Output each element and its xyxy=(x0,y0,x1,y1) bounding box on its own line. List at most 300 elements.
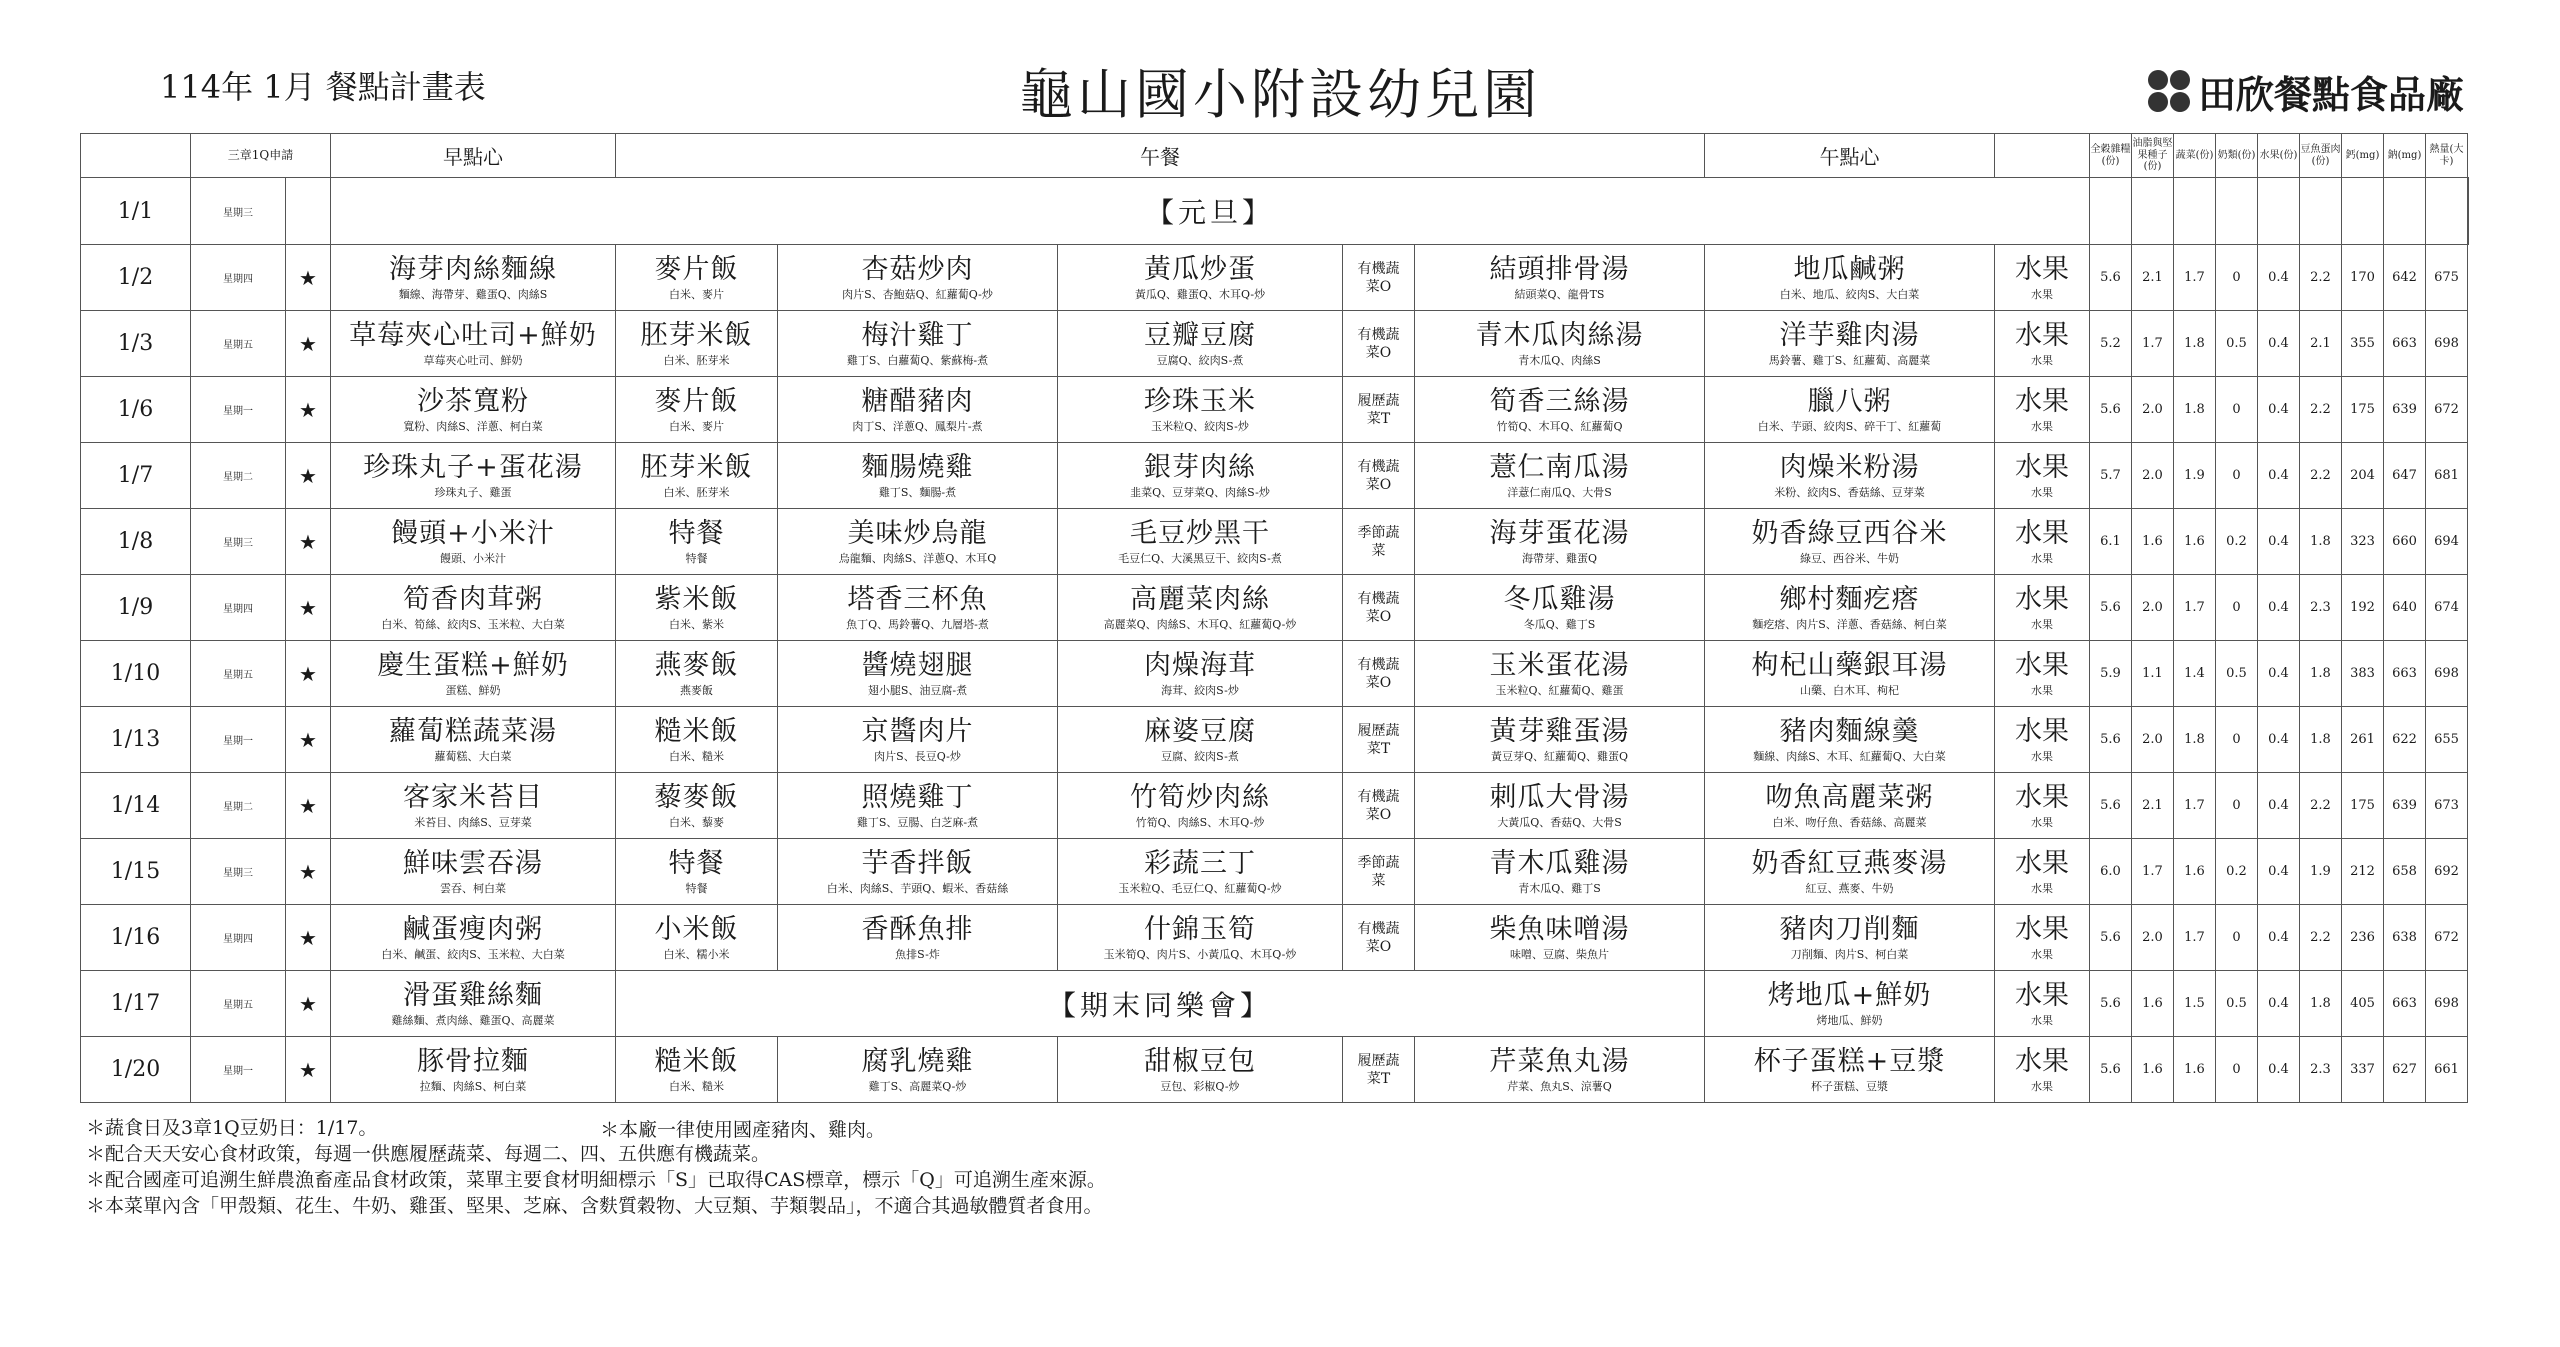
snack-cell xyxy=(1705,377,1995,443)
nutrition-cell: 681 xyxy=(2426,443,2468,509)
date-cell: 1/14 xyxy=(81,773,191,839)
dish-name: 鹹蛋瘦肉粥 xyxy=(403,913,543,945)
nutrition-cell xyxy=(2384,178,2426,245)
dish-name: 特餐 xyxy=(668,517,725,549)
nutrition-cell: 1.6 xyxy=(2132,971,2174,1037)
dish-name: 筍香三絲湯 xyxy=(1489,385,1630,417)
nutrition-cell: 0.4 xyxy=(2258,971,2300,1037)
iq-star-cell: ★ xyxy=(286,245,331,311)
dish-ingredients: 白米、糙米 xyxy=(669,1079,724,1093)
dish-ingredients: 豆包、彩椒Q-炒 xyxy=(1160,1079,1240,1093)
iq-star-cell: ★ xyxy=(286,905,331,971)
snack-cell xyxy=(1705,971,1995,1037)
main-dish-cell xyxy=(778,311,1058,377)
snack-cell xyxy=(1705,575,1995,641)
nutrition-cell: 672 xyxy=(2426,377,2468,443)
vegetable-cell: 有機蔬 菜O xyxy=(1343,575,1415,641)
fruit-cell xyxy=(2090,178,2132,245)
dish-name: 照燒雞丁 xyxy=(861,781,974,813)
nutrition-cell: 1.8 xyxy=(2300,707,2342,773)
dish-ingredients: 水果 xyxy=(2031,947,2053,961)
dish-ingredients: 珍珠丸子、雞蛋 xyxy=(434,485,512,499)
staple-cell xyxy=(616,245,778,311)
iq-star-cell: ★ xyxy=(286,839,331,905)
nutrition-cell: 2.2 xyxy=(2300,245,2342,311)
dish-name: 饅頭+小米汁 xyxy=(391,517,555,549)
table-row xyxy=(81,839,2469,905)
nutrition-cell: 0.4 xyxy=(2258,509,2300,575)
dish-ingredients: 雞丁S、高麗菜Q-炒 xyxy=(868,1079,967,1093)
dish-name: 塔香三杯魚 xyxy=(847,583,988,615)
fruit-cell xyxy=(1995,839,2090,905)
dish-ingredients: 拉麵、肉絲S、柯白菜 xyxy=(419,1079,527,1093)
soup-cell xyxy=(1415,443,1705,509)
dish-name: 枸杞山藥銀耳湯 xyxy=(1751,649,1948,681)
snack-cell xyxy=(1705,773,1995,839)
dish-name: 水果 xyxy=(2015,649,2069,681)
soup-cell xyxy=(1415,773,1705,839)
dish-name: 蘿蔔糕蔬菜湯 xyxy=(389,715,557,747)
snack-cell xyxy=(1705,839,1995,905)
dish-ingredients: 水果 xyxy=(2031,1013,2053,1027)
nutrition-cell: 2.0 xyxy=(2132,443,2174,509)
iq-star-cell: ★ xyxy=(286,773,331,839)
snack-cell xyxy=(1705,311,1995,377)
dish-ingredients: 玉米粒Q、紅蘿蔔Q、雞蛋 xyxy=(1495,683,1624,697)
nutrition-cell: 0 xyxy=(2216,377,2258,443)
dish-name: 珍珠丸子+蛋花湯 xyxy=(363,451,583,483)
header-nut-milk: 奶類(份) xyxy=(2216,134,2258,178)
iq-star-cell: ★ xyxy=(286,311,331,377)
nutrition-cell: 5.9 xyxy=(2090,641,2132,707)
weekday-cell: 星期四 xyxy=(191,905,286,971)
soup-cell xyxy=(1415,575,1705,641)
nutrition-cell: 0.4 xyxy=(2258,245,2300,311)
dish-name: 銀芽肉絲 xyxy=(1144,451,1256,483)
nutrition-cell: 1.6 xyxy=(2174,1037,2216,1103)
date-cell: 1/7 xyxy=(81,443,191,509)
snack-cell xyxy=(1705,443,1995,509)
nutrition-cell: 1.6 xyxy=(2174,509,2216,575)
side-dish-cell xyxy=(1058,443,1343,509)
dish-name: 芹菜魚丸湯 xyxy=(1489,1045,1630,1077)
dish-ingredients: 白米、胚芽米 xyxy=(663,485,730,499)
header-nut-calcium: 鈣(mg) xyxy=(2342,134,2384,178)
main-dish-cell xyxy=(778,905,1058,971)
weekday-cell: 星期三 xyxy=(191,509,286,575)
nutrition-cell: 1.8 xyxy=(2174,311,2216,377)
dish-name: 胚芽米飯 xyxy=(640,319,753,351)
nutrition-cell: 663 xyxy=(2384,641,2426,707)
nutrition-cell: 2.1 xyxy=(2132,245,2174,311)
table-row xyxy=(81,707,2469,773)
vegetable-cell: 有機蔬 菜O xyxy=(1343,311,1415,377)
dish-ingredients: 米粉、絞肉S、香菇絲、豆芽菜 xyxy=(1774,485,1925,499)
nutrition-cell: 383 xyxy=(2342,641,2384,707)
nutrition-cell: 2.1 xyxy=(2300,311,2342,377)
dish-ingredients: 味噌、豆腐、柴魚片 xyxy=(1510,947,1609,961)
nutrition-cell xyxy=(2216,178,2258,245)
date-cell: 1/9 xyxy=(81,575,191,641)
plan-title: 114年 1月 餐點計畫表 xyxy=(160,68,486,106)
dish-ingredients: 綠豆、西谷米、牛奶 xyxy=(1800,551,1899,565)
dish-ingredients: 白米、紫米 xyxy=(669,617,724,631)
dish-name: 麵腸燒雞 xyxy=(861,451,974,483)
dish-name: 奶香紅豆燕麥湯 xyxy=(1751,847,1948,879)
dish-name: 水果 xyxy=(2015,847,2069,879)
dish-ingredients: 白米、糙米 xyxy=(669,749,724,763)
staple-cell xyxy=(616,311,778,377)
menu-table xyxy=(80,133,2469,1103)
weekday-cell: 星期一 xyxy=(191,377,286,443)
nutrition-cell: 0.4 xyxy=(2258,905,2300,971)
dish-name: 薏仁南瓜湯 xyxy=(1489,451,1630,483)
dish-ingredients: 水果 xyxy=(2031,1079,2053,1093)
dish-name: 小米飯 xyxy=(654,913,739,945)
soup-cell xyxy=(1415,641,1705,707)
dish-ingredients: 黃瓜Q、雞蛋Q、木耳Q-炒 xyxy=(1134,287,1266,301)
nutrition-cell: 1.8 xyxy=(2300,509,2342,575)
header-nut-veg: 蔬菜(份) xyxy=(2174,134,2216,178)
fruit-cell xyxy=(1995,905,2090,971)
nutrition-cell: 1.7 xyxy=(2174,575,2216,641)
nutrition-cell: 0 xyxy=(2216,1037,2258,1103)
table-row xyxy=(81,1037,2469,1103)
staple-cell xyxy=(616,773,778,839)
nutrition-cell: 692 xyxy=(2426,839,2468,905)
date-cell: 1/6 xyxy=(81,377,191,443)
nutrition-cell: 2.0 xyxy=(2132,905,2174,971)
dish-ingredients: 雞丁S、豆腸、白芝麻-煮 xyxy=(856,815,979,829)
table-row xyxy=(81,773,2469,839)
date-cell: 1/13 xyxy=(81,707,191,773)
soup-cell xyxy=(1415,311,1705,377)
dish-name: 客家米苔目 xyxy=(403,781,543,813)
soup-cell xyxy=(1415,707,1705,773)
iq-star-cell: ★ xyxy=(286,575,331,641)
snack-cell xyxy=(1705,509,1995,575)
nutrition-cell: 1.7 xyxy=(2174,773,2216,839)
dish-name: 腐乳燒雞 xyxy=(861,1045,974,1077)
side-dish-cell xyxy=(1058,641,1343,707)
soup-cell xyxy=(1415,1037,1705,1103)
breakfast-cell xyxy=(331,641,616,707)
nutrition-cell: 1.6 xyxy=(2174,839,2216,905)
snack-cell xyxy=(1705,245,1995,311)
snack-cell xyxy=(1705,905,1995,971)
nutrition-cell: 1.6 xyxy=(2132,509,2174,575)
dish-ingredients: 蛋糕、鮮奶 xyxy=(445,683,501,697)
nutrition-cell: 1.9 xyxy=(2300,839,2342,905)
dish-ingredients: 魚丁Q、馬鈴薯Q、九層塔-煮 xyxy=(846,617,989,631)
dish-ingredients: 豆腐Q、絞肉S-煮 xyxy=(1156,353,1244,367)
dish-ingredients: 燕麥飯 xyxy=(680,683,713,697)
breakfast-cell xyxy=(331,575,616,641)
nutrition-cell: 0 xyxy=(2216,575,2258,641)
weekday-cell: 星期一 xyxy=(191,1037,286,1103)
staple-cell xyxy=(616,443,778,509)
staple-cell xyxy=(616,839,778,905)
fruit-cell xyxy=(1995,575,2090,641)
dish-name: 珍珠玉米 xyxy=(1144,385,1256,417)
note-line: ＊本菜單內含「甲殼類、花生、牛奶、雞蛋、堅果、芝麻、含麩質穀物、大豆類、芋類製品」，不適合其過敏體質者食用。 xyxy=(86,1195,1103,1217)
dish-name: 京醬肉片 xyxy=(861,715,974,747)
nutrition-cell: 0.4 xyxy=(2258,839,2300,905)
vegetable-cell: 季節蔬 菜 xyxy=(1343,509,1415,575)
table-row xyxy=(81,245,2469,311)
breakfast-cell xyxy=(331,839,616,905)
header-iq: 三章1Q申請 xyxy=(191,134,331,178)
dish-name: 水果 xyxy=(2015,517,2069,549)
side-dish-cell xyxy=(1058,377,1343,443)
dish-name: 沙茶寬粉 xyxy=(417,385,529,417)
nutrition-cell: 337 xyxy=(2342,1037,2384,1103)
nutrition-cell: 0.4 xyxy=(2258,311,2300,377)
nutrition-cell: 0.4 xyxy=(2258,377,2300,443)
nutrition-cell: 647 xyxy=(2384,443,2426,509)
weekday-cell: 星期四 xyxy=(191,575,286,641)
main-dish-cell xyxy=(778,509,1058,575)
iq-star-cell: ★ xyxy=(286,443,331,509)
dish-ingredients: 特餐 xyxy=(685,551,708,565)
side-dish-cell xyxy=(1058,245,1343,311)
nutrition-cell xyxy=(2132,178,2174,245)
dish-name: 豚骨拉麵 xyxy=(417,1045,529,1077)
dish-name: 青木瓜肉絲湯 xyxy=(1475,319,1644,351)
nutrition-cell: 175 xyxy=(2342,773,2384,839)
snack-cell xyxy=(1705,641,1995,707)
header-nut-sodium: 鈉(mg) xyxy=(2384,134,2426,178)
dish-name: 滑蛋雞絲麵 xyxy=(403,979,543,1011)
dish-ingredients: 米苔目、肉絲S、豆芽菜 xyxy=(414,815,532,829)
vegetable-cell: 履歷蔬 菜T xyxy=(1343,1037,1415,1103)
dish-name: 竹筍炒肉絲 xyxy=(1130,781,1270,813)
fruit-cell xyxy=(1995,377,2090,443)
nutrition-cell: 0.4 xyxy=(2258,1037,2300,1103)
dish-name: 糙米飯 xyxy=(654,715,739,747)
table-row xyxy=(81,575,2469,641)
dish-name: 糙米飯 xyxy=(654,1045,739,1077)
dish-ingredients: 寬粉、肉絲S、洋蔥、柯白菜 xyxy=(403,419,543,433)
dish-ingredients: 麵線、海帶芽、雞蛋Q、肉絲S xyxy=(398,287,548,301)
dish-ingredients: 玉米粒Q、毛豆仁Q、紅蘿蔔Q-炒 xyxy=(1118,881,1282,895)
dish-ingredients: 豆腐、絞肉S-煮 xyxy=(1161,749,1239,763)
dish-ingredients: 毛豆仁Q、大溪黑豆干、絞肉S-煮 xyxy=(1118,551,1282,565)
nutrition-cell: 5.7 xyxy=(2090,443,2132,509)
breakfast-cell xyxy=(331,311,616,377)
dish-name: 水果 xyxy=(2015,913,2069,945)
nutrition-cell: 1.4 xyxy=(2174,641,2216,707)
staple-cell xyxy=(616,707,778,773)
fruit-cell xyxy=(1995,443,2090,509)
nutrition-cell: 663 xyxy=(2384,311,2426,377)
nutrition-cell: 1.5 xyxy=(2174,971,2216,1037)
dish-ingredients: 山藥、白木耳、枸杞 xyxy=(1800,683,1899,697)
event-cell: 【期末同樂會】 xyxy=(616,971,1705,1037)
dish-name: 黃瓜炒蛋 xyxy=(1144,253,1256,285)
nutrition-cell: 2.2 xyxy=(2300,377,2342,443)
nutrition-cell: 622 xyxy=(2384,707,2426,773)
nutrition-cell: 0 xyxy=(2216,773,2258,839)
nutrition-cell: 323 xyxy=(2342,509,2384,575)
nutrition-cell: 0.5 xyxy=(2216,311,2258,377)
dish-ingredients: 高麗菜Q、肉絲S、木耳Q、紅蘿蔔Q-炒 xyxy=(1103,617,1297,631)
table-row xyxy=(81,971,2469,1037)
snack-cell xyxy=(1705,1037,1995,1103)
dish-name: 慶生蛋糕+鮮奶 xyxy=(377,649,569,681)
nutrition-cell: 2.0 xyxy=(2132,707,2174,773)
nutrition-cell: 674 xyxy=(2426,575,2468,641)
dish-name: 鮮味雲吞湯 xyxy=(403,847,543,879)
dish-name: 結頭排骨湯 xyxy=(1489,253,1630,285)
nutrition-cell: 5.6 xyxy=(2090,905,2132,971)
dish-ingredients: 蘿蔔糕、大白菜 xyxy=(434,749,512,763)
header-nut-grain: 全穀雜糧(份) xyxy=(2090,134,2132,178)
menu-body xyxy=(81,178,2469,1103)
nutrition-cell xyxy=(2426,178,2468,245)
dish-ingredients: 雞丁S、麵腸-煮 xyxy=(878,485,957,499)
side-dish-cell xyxy=(1058,1037,1343,1103)
nutrition-cell: 660 xyxy=(2384,509,2426,575)
fruit-cell xyxy=(1995,641,2090,707)
breakfast-cell xyxy=(331,707,616,773)
vegetable-cell: 履歷蔬 菜T xyxy=(1343,707,1415,773)
note-extra: ＊本廠一律使用國產豬肉、雞肉。 xyxy=(600,1119,886,1141)
nutrition-cell: 698 xyxy=(2426,971,2468,1037)
dish-name: 水果 xyxy=(2015,253,2069,285)
vegetable-cell: 季節蔬 菜 xyxy=(1343,839,1415,905)
dish-name: 冬瓜雞湯 xyxy=(1503,583,1616,615)
date-cell: 1/15 xyxy=(81,839,191,905)
nutrition-cell: 5.6 xyxy=(2090,971,2132,1037)
vegetable-cell: 有機蔬 菜O xyxy=(1343,443,1415,509)
staple-cell xyxy=(616,905,778,971)
dish-name: 柴魚味噌湯 xyxy=(1489,913,1630,945)
dish-name: 刺瓜大骨湯 xyxy=(1489,781,1630,813)
header-snack: 午點心 xyxy=(1705,134,1995,178)
dish-ingredients: 烏龍麵、肉絲S、洋蔥Q、木耳Q xyxy=(838,551,997,565)
breakfast-cell xyxy=(331,245,616,311)
dish-name: 海芽肉絲麵線 xyxy=(389,253,557,285)
dish-name: 毛豆炒黑干 xyxy=(1130,517,1270,549)
dish-ingredients: 黃豆芽Q、紅蘿蔔Q、雞蛋Q xyxy=(1490,749,1629,763)
dish-ingredients: 雲吞、柯白菜 xyxy=(440,881,506,895)
nutrition-cell: 405 xyxy=(2342,971,2384,1037)
date-cell: 1/1 xyxy=(81,178,191,245)
dish-ingredients: 白米、麥片 xyxy=(669,419,724,433)
iq-star-cell: ★ xyxy=(286,641,331,707)
table-row xyxy=(81,905,2469,971)
weekday-cell: 星期二 xyxy=(191,773,286,839)
nutrition-cell: 639 xyxy=(2384,377,2426,443)
dish-ingredients: 白米、麥片 xyxy=(669,287,724,301)
school-name: 龜山國小附設幼兒園 xyxy=(1019,63,1541,126)
dish-name: 麥片飯 xyxy=(654,385,739,417)
dish-ingredients: 烤地瓜、鮮奶 xyxy=(1816,1013,1883,1027)
nutrition-cell: 170 xyxy=(2342,245,2384,311)
nutrition-cell: 0.4 xyxy=(2258,443,2300,509)
dish-ingredients: 馬鈴薯、雞丁S、紅蘿蔔、高麗菜 xyxy=(1768,353,1931,367)
header-nut-protein: 豆魚蛋肉(份) xyxy=(2300,134,2342,178)
nutrition-cell: 5.6 xyxy=(2090,1037,2132,1103)
dish-name: 豬肉刀削麵 xyxy=(1779,913,1920,945)
nutrition-cell: 5.6 xyxy=(2090,377,2132,443)
nutrition-cell: 1.8 xyxy=(2300,971,2342,1037)
nutrition-cell: 6.0 xyxy=(2090,839,2132,905)
dish-name: 黃芽雞蛋湯 xyxy=(1489,715,1630,747)
nutrition-cell: 5.6 xyxy=(2090,245,2132,311)
dish-name: 特餐 xyxy=(668,847,725,879)
dish-name: 醬燒翅腿 xyxy=(861,649,974,681)
dish-name: 燕麥飯 xyxy=(654,649,739,681)
dish-ingredients: 白米、肉絲S、芋頭Q、蝦米、香菇絲 xyxy=(826,881,1009,895)
weekday-cell: 星期三 xyxy=(191,178,286,245)
main-dish-cell xyxy=(778,773,1058,839)
dish-name: 水果 xyxy=(2015,583,2069,615)
nutrition-cell xyxy=(2174,178,2216,245)
dish-ingredients: 玉米筍Q、肉片S、小黃瓜Q、木耳Q-炒 xyxy=(1103,947,1297,961)
main-dish-cell xyxy=(778,839,1058,905)
nutrition-cell: 639 xyxy=(2384,773,2426,839)
date-cell: 1/10 xyxy=(81,641,191,707)
breakfast-cell xyxy=(331,905,616,971)
side-dish-cell xyxy=(1058,509,1343,575)
dish-name: 甜椒豆包 xyxy=(1144,1045,1256,1077)
nutrition-cell xyxy=(2300,178,2342,245)
dish-ingredients: 水果 xyxy=(2031,881,2053,895)
main-dish-cell xyxy=(778,707,1058,773)
nutrition-cell: 0 xyxy=(2216,707,2258,773)
dish-name: 杯子蛋糕+豆漿 xyxy=(1753,1045,1946,1077)
nutrition-cell: 5.6 xyxy=(2090,773,2132,839)
header-nut-fruit: 水果(份) xyxy=(2258,134,2300,178)
dish-ingredients: 白米、鹹蛋、絞肉S、玉米粒、大白菜 xyxy=(381,947,565,961)
fruit-cell xyxy=(1995,311,2090,377)
staple-cell xyxy=(616,641,778,707)
nutrition-cell: 642 xyxy=(2384,245,2426,311)
dish-name: 什錦玉筍 xyxy=(1144,913,1256,945)
fruit-cell xyxy=(1995,971,2090,1037)
dish-ingredients: 水果 xyxy=(2031,353,2053,367)
vegetable-cell: 有機蔬 菜O xyxy=(1343,905,1415,971)
dish-ingredients: 特餐 xyxy=(685,881,708,895)
dish-ingredients: 大黃瓜Q、香菇Q、大骨S xyxy=(1497,815,1622,829)
dish-ingredients: 青木瓜Q、肉絲S xyxy=(1518,353,1601,367)
weekday-cell: 星期一 xyxy=(191,707,286,773)
dish-name: 香酥魚排 xyxy=(861,913,974,945)
dish-ingredients: 水果 xyxy=(2031,683,2053,697)
dish-name: 梅汁雞丁 xyxy=(861,319,974,351)
dish-ingredients: 肉片S、杏鮑菇Q、紅蘿蔔Q-炒 xyxy=(842,287,993,301)
dish-ingredients: 水果 xyxy=(2031,617,2053,631)
nutrition-cell: 663 xyxy=(2384,971,2426,1037)
nutrition-cell: 673 xyxy=(2426,773,2468,839)
date-cell: 1/17 xyxy=(81,971,191,1037)
nutrition-cell: 5.6 xyxy=(2090,575,2132,641)
staple-cell xyxy=(616,509,778,575)
dish-ingredients: 水果 xyxy=(2031,419,2053,433)
dish-name: 豬肉麵線羹 xyxy=(1779,715,1920,747)
breakfast-cell xyxy=(331,971,616,1037)
dish-ingredients: 水果 xyxy=(2031,749,2053,763)
main-dish-cell xyxy=(778,1037,1058,1103)
dish-name: 高麗菜肉絲 xyxy=(1130,583,1270,615)
dish-name: 麥片飯 xyxy=(654,253,739,285)
table-row xyxy=(81,377,2469,443)
nutrition-cell: 0 xyxy=(2216,245,2258,311)
dish-name: 豆瓣豆腐 xyxy=(1144,319,1256,351)
date-cell: 1/16 xyxy=(81,905,191,971)
